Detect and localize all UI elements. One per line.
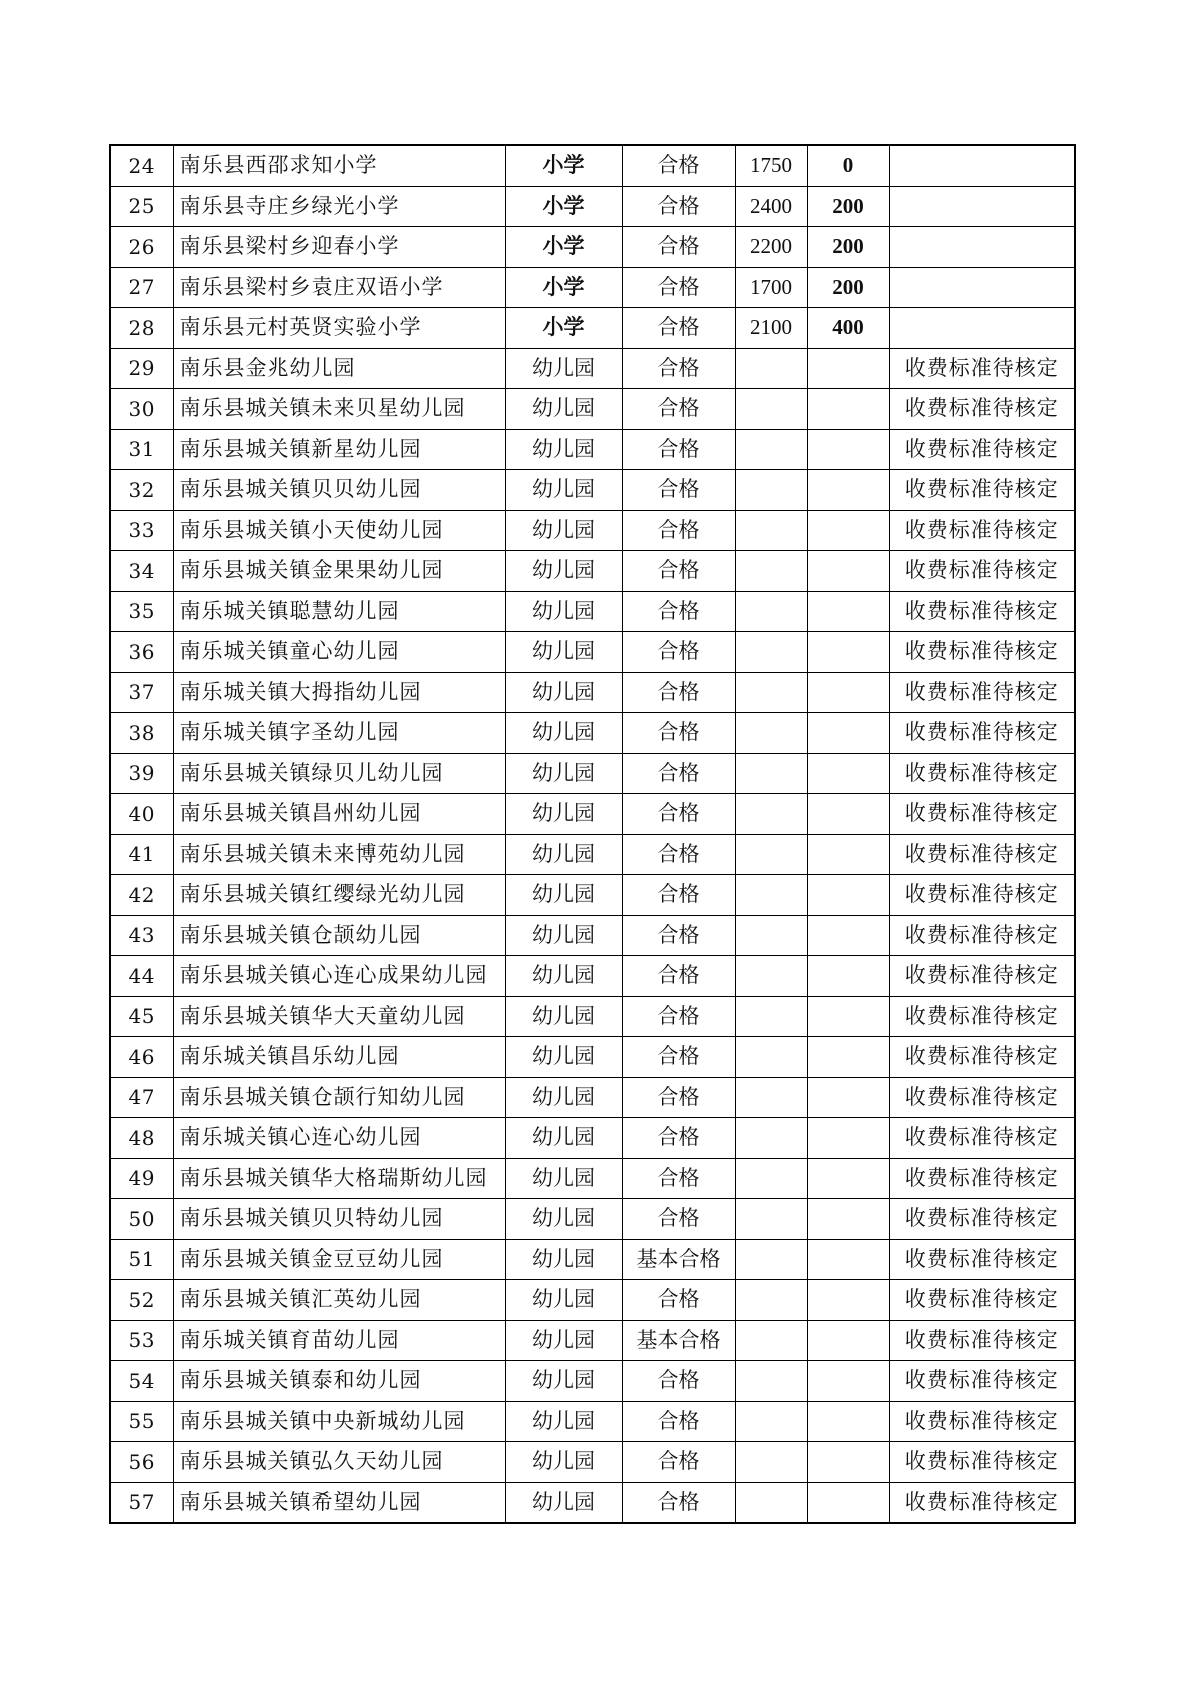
inspection-result-cell: 合格: [622, 956, 735, 997]
remark-cell: [889, 267, 1075, 308]
school-type-cell: 幼儿园: [505, 1037, 622, 1078]
school-type-cell: 幼儿园: [505, 389, 622, 430]
row-number-cell: 50: [110, 1199, 173, 1240]
remark-cell: [889, 186, 1075, 227]
fee-extra-cell: 200: [807, 227, 889, 268]
school-type-cell: 幼儿园: [505, 1401, 622, 1442]
remark-cell: 收费标准待核定: [889, 1320, 1075, 1361]
fee-amount-cell: 2200: [735, 227, 807, 268]
fee-amount-cell: [735, 591, 807, 632]
inspection-result-cell: 合格: [622, 145, 735, 186]
table-row: [110, 145, 1075, 186]
inspection-result-cell: 合格: [622, 996, 735, 1037]
inspection-result-cell: 合格: [622, 551, 735, 592]
table-row: [110, 672, 1075, 713]
remark-cell: 收费标准待核定: [889, 470, 1075, 511]
fee-amount-cell: [735, 956, 807, 997]
fee-extra-cell: [807, 1037, 889, 1078]
inspection-result-cell: 合格: [622, 1361, 735, 1402]
table-row: [110, 1239, 1075, 1280]
remark-cell: 收费标准待核定: [889, 1361, 1075, 1402]
remark-cell: 收费标准待核定: [889, 551, 1075, 592]
remark-cell: 收费标准待核定: [889, 915, 1075, 956]
row-number-cell: 53: [110, 1320, 173, 1361]
row-number-cell: 29: [110, 348, 173, 389]
remark-cell: 收费标准待核定: [889, 1442, 1075, 1483]
fee-extra-cell: [807, 996, 889, 1037]
row-number-cell: 24: [110, 145, 173, 186]
inspection-result-cell: 合格: [622, 389, 735, 430]
table-row: [110, 834, 1075, 875]
row-number-cell: 45: [110, 996, 173, 1037]
remark-cell: 收费标准待核定: [889, 834, 1075, 875]
table-row: [110, 470, 1075, 511]
row-number-cell: 27: [110, 267, 173, 308]
remark-cell: 收费标准待核定: [889, 1401, 1075, 1442]
fee-extra-cell: [807, 1280, 889, 1321]
remark-cell: 收费标准待核定: [889, 510, 1075, 551]
fee-amount-cell: [735, 713, 807, 754]
fee-extra-cell: [807, 672, 889, 713]
table-row: [110, 1077, 1075, 1118]
fee-extra-cell: [807, 794, 889, 835]
fee-amount-cell: [735, 996, 807, 1037]
table-row: [110, 1482, 1075, 1523]
school-name-cell: 南乐县城关镇金果果幼儿园: [173, 551, 505, 592]
school-type-cell: 幼儿园: [505, 510, 622, 551]
school-name-cell: 南乐城关镇童心幼儿园: [173, 632, 505, 673]
school-type-cell: 幼儿园: [505, 591, 622, 632]
fee-extra-cell: [807, 713, 889, 754]
table-row: [110, 1320, 1075, 1361]
row-number-cell: 31: [110, 429, 173, 470]
school-type-cell: 幼儿园: [505, 1239, 622, 1280]
school-name-cell: 南乐县城关镇贝贝特幼儿园: [173, 1199, 505, 1240]
remark-cell: 收费标准待核定: [889, 996, 1075, 1037]
inspection-result-cell: 合格: [622, 1442, 735, 1483]
fee-extra-cell: 200: [807, 186, 889, 227]
table-row: [110, 1158, 1075, 1199]
table-row: [110, 308, 1075, 349]
school-name-cell: 南乐县城关镇未来贝星幼儿园: [173, 389, 505, 430]
row-number-cell: 52: [110, 1280, 173, 1321]
table-row: [110, 591, 1075, 632]
school-name-cell: 南乐县城关镇华大天童幼儿园: [173, 996, 505, 1037]
inspection-result-cell: 合格: [622, 713, 735, 754]
inspection-result-cell: 合格: [622, 1037, 735, 1078]
inspection-result-cell: 合格: [622, 308, 735, 349]
inspection-result-cell: 合格: [622, 1280, 735, 1321]
remark-cell: 收费标准待核定: [889, 429, 1075, 470]
row-number-cell: 34: [110, 551, 173, 592]
school-name-cell: 南乐县城关镇小天使幼儿园: [173, 510, 505, 551]
fee-extra-cell: [807, 1199, 889, 1240]
school-inspection-table: [109, 144, 1076, 1524]
school-type-cell: 小学: [505, 267, 622, 308]
school-type-cell: 幼儿园: [505, 1482, 622, 1523]
fee-extra-cell: [807, 1320, 889, 1361]
fee-extra-cell: [807, 470, 889, 511]
inspection-result-cell: 合格: [622, 591, 735, 632]
remark-cell: 收费标准待核定: [889, 794, 1075, 835]
school-name-cell: 南乐县城关镇绿贝儿幼儿园: [173, 753, 505, 794]
school-name-cell: 南乐县城关镇红缨绿光幼儿园: [173, 875, 505, 916]
fee-extra-cell: [807, 1361, 889, 1402]
remark-cell: [889, 227, 1075, 268]
school-name-cell: 南乐县城关镇中央新城幼儿园: [173, 1401, 505, 1442]
school-name-cell: 南乐县城关镇新星幼儿园: [173, 429, 505, 470]
remark-cell: [889, 308, 1075, 349]
fee-extra-cell: [807, 429, 889, 470]
school-name-cell: 南乐县城关镇昌州幼儿园: [173, 794, 505, 835]
table-row: [110, 713, 1075, 754]
school-type-cell: 小学: [505, 145, 622, 186]
fee-amount-cell: 1750: [735, 145, 807, 186]
school-name-cell: 南乐县城关镇未来博苑幼儿园: [173, 834, 505, 875]
school-name-cell: 南乐城关镇聪慧幼儿园: [173, 591, 505, 632]
fee-extra-cell: [807, 348, 889, 389]
fee-extra-cell: 0: [807, 145, 889, 186]
fee-extra-cell: [807, 875, 889, 916]
table-row: [110, 794, 1075, 835]
school-type-cell: 幼儿园: [505, 551, 622, 592]
school-name-cell: 南乐县城关镇金豆豆幼儿园: [173, 1239, 505, 1280]
row-number-cell: 33: [110, 510, 173, 551]
table-row: [110, 1199, 1075, 1240]
fee-extra-cell: [807, 1482, 889, 1523]
school-type-cell: 幼儿园: [505, 429, 622, 470]
table-row: [110, 510, 1075, 551]
school-name-cell: 南乐县城关镇希望幼儿园: [173, 1482, 505, 1523]
fee-amount-cell: [735, 1199, 807, 1240]
row-number-cell: 32: [110, 470, 173, 511]
row-number-cell: 37: [110, 672, 173, 713]
school-name-cell: 南乐县元村英贤实验小学: [173, 308, 505, 349]
remark-cell: 收费标准待核定: [889, 1118, 1075, 1159]
school-type-cell: 幼儿园: [505, 672, 622, 713]
inspection-result-cell: 合格: [622, 470, 735, 511]
fee-amount-cell: [735, 1401, 807, 1442]
school-name-cell: 南乐城关镇昌乐幼儿园: [173, 1037, 505, 1078]
fee-amount-cell: [735, 1239, 807, 1280]
row-number-cell: 56: [110, 1442, 173, 1483]
school-type-cell: 幼儿园: [505, 1361, 622, 1402]
fee-amount-cell: [735, 470, 807, 511]
table-row: [110, 632, 1075, 673]
remark-cell: 收费标准待核定: [889, 672, 1075, 713]
fee-extra-cell: [807, 834, 889, 875]
school-name-cell: 南乐县梁村乡袁庄双语小学: [173, 267, 505, 308]
school-name-cell: 南乐城关镇大拇指幼儿园: [173, 672, 505, 713]
fee-amount-cell: [735, 632, 807, 673]
school-type-cell: 幼儿园: [505, 753, 622, 794]
school-type-cell: 幼儿园: [505, 1280, 622, 1321]
table-row: [110, 186, 1075, 227]
inspection-result-cell: 合格: [622, 1199, 735, 1240]
row-number-cell: 30: [110, 389, 173, 430]
table-row: [110, 915, 1075, 956]
fee-extra-cell: [807, 1239, 889, 1280]
remark-cell: 收费标准待核定: [889, 713, 1075, 754]
inspection-result-cell: 合格: [622, 753, 735, 794]
row-number-cell: 42: [110, 875, 173, 916]
row-number-cell: 54: [110, 1361, 173, 1402]
row-number-cell: 36: [110, 632, 173, 673]
school-type-cell: 幼儿园: [505, 915, 622, 956]
school-name-cell: 南乐城关镇育苗幼儿园: [173, 1320, 505, 1361]
school-name-cell: 南乐县梁村乡迎春小学: [173, 227, 505, 268]
inspection-result-cell: 合格: [622, 875, 735, 916]
school-type-cell: 幼儿园: [505, 794, 622, 835]
remark-cell: 收费标准待核定: [889, 1077, 1075, 1118]
inspection-result-cell: 合格: [622, 227, 735, 268]
table-row: [110, 389, 1075, 430]
row-number-cell: 51: [110, 1239, 173, 1280]
school-name-cell: 南乐城关镇心连心幼儿园: [173, 1118, 505, 1159]
table-row: [110, 1037, 1075, 1078]
fee-extra-cell: [807, 591, 889, 632]
fee-extra-cell: [807, 1077, 889, 1118]
fee-amount-cell: [735, 1482, 807, 1523]
table-row: [110, 956, 1075, 997]
fee-extra-cell: [807, 551, 889, 592]
inspection-result-cell: 基本合格: [622, 1239, 735, 1280]
inspection-result-cell: 合格: [622, 834, 735, 875]
fee-amount-cell: 1700: [735, 267, 807, 308]
fee-amount-cell: [735, 1037, 807, 1078]
fee-amount-cell: [735, 753, 807, 794]
inspection-result-cell: 基本合格: [622, 1320, 735, 1361]
school-type-cell: 幼儿园: [505, 470, 622, 511]
school-type-cell: 幼儿园: [505, 1077, 622, 1118]
school-name-cell: 南乐县城关镇仓颉行知幼儿园: [173, 1077, 505, 1118]
row-number-cell: 40: [110, 794, 173, 835]
remark-cell: 收费标准待核定: [889, 875, 1075, 916]
fee-extra-cell: [807, 956, 889, 997]
fee-extra-cell: [807, 510, 889, 551]
inspection-result-cell: 合格: [622, 672, 735, 713]
table-body: [110, 145, 1075, 1523]
inspection-result-cell: 合格: [622, 1077, 735, 1118]
inspection-result-cell: 合格: [622, 915, 735, 956]
remark-cell: 收费标准待核定: [889, 1239, 1075, 1280]
fee-amount-cell: [735, 834, 807, 875]
inspection-result-cell: 合格: [622, 1118, 735, 1159]
school-name-cell: 南乐县城关镇贝贝幼儿园: [173, 470, 505, 511]
fee-extra-cell: [807, 1118, 889, 1159]
school-type-cell: 小学: [505, 227, 622, 268]
remark-cell: 收费标准待核定: [889, 1037, 1075, 1078]
row-number-cell: 35: [110, 591, 173, 632]
school-name-cell: 南乐县金兆幼儿园: [173, 348, 505, 389]
fee-amount-cell: [735, 1361, 807, 1402]
fee-extra-cell: 200: [807, 267, 889, 308]
inspection-result-cell: 合格: [622, 794, 735, 835]
inspection-result-cell: 合格: [622, 510, 735, 551]
remark-cell: 收费标准待核定: [889, 1199, 1075, 1240]
row-number-cell: 44: [110, 956, 173, 997]
table-row: [110, 1401, 1075, 1442]
school-name-cell: 南乐县城关镇华大格瑞斯幼儿园: [173, 1158, 505, 1199]
fee-amount-cell: [735, 794, 807, 835]
row-number-cell: 55: [110, 1401, 173, 1442]
row-number-cell: 38: [110, 713, 173, 754]
fee-amount-cell: [735, 510, 807, 551]
fee-amount-cell: 2400: [735, 186, 807, 227]
fee-extra-cell: 400: [807, 308, 889, 349]
inspection-result-cell: 合格: [622, 632, 735, 673]
school-type-cell: 幼儿园: [505, 956, 622, 997]
school-type-cell: 幼儿园: [505, 996, 622, 1037]
remark-cell: 收费标准待核定: [889, 591, 1075, 632]
table-row: [110, 227, 1075, 268]
school-name-cell: 南乐县城关镇泰和幼儿园: [173, 1361, 505, 1402]
table-row: [110, 348, 1075, 389]
school-name-cell: 南乐县城关镇弘久天幼儿园: [173, 1442, 505, 1483]
remark-cell: [889, 145, 1075, 186]
remark-cell: 收费标准待核定: [889, 1482, 1075, 1523]
fee-extra-cell: [807, 1158, 889, 1199]
row-number-cell: 41: [110, 834, 173, 875]
inspection-result-cell: 合格: [622, 1482, 735, 1523]
school-type-cell: 幼儿园: [505, 1118, 622, 1159]
fee-amount-cell: [735, 1077, 807, 1118]
fee-amount-cell: [735, 672, 807, 713]
inspection-result-cell: 合格: [622, 1401, 735, 1442]
remark-cell: 收费标准待核定: [889, 753, 1075, 794]
fee-amount-cell: [735, 348, 807, 389]
table-row: [110, 267, 1075, 308]
row-number-cell: 57: [110, 1482, 173, 1523]
inspection-result-cell: 合格: [622, 348, 735, 389]
fee-amount-cell: [735, 1280, 807, 1321]
row-number-cell: 48: [110, 1118, 173, 1159]
fee-extra-cell: [807, 1401, 889, 1442]
school-type-cell: 小学: [505, 308, 622, 349]
table-row: [110, 551, 1075, 592]
inspection-result-cell: 合格: [622, 267, 735, 308]
table-row: [110, 1280, 1075, 1321]
fee-extra-cell: [807, 1442, 889, 1483]
fee-extra-cell: [807, 632, 889, 673]
table-row: [110, 1442, 1075, 1483]
remark-cell: 收费标准待核定: [889, 389, 1075, 430]
school-name-cell: 南乐城关镇字圣幼儿园: [173, 713, 505, 754]
inspection-result-cell: 合格: [622, 1158, 735, 1199]
table-row: [110, 1118, 1075, 1159]
row-number-cell: 28: [110, 308, 173, 349]
row-number-cell: 49: [110, 1158, 173, 1199]
school-type-cell: 幼儿园: [505, 632, 622, 673]
fee-amount-cell: [735, 1320, 807, 1361]
inspection-result-cell: 合格: [622, 186, 735, 227]
school-type-cell: 幼儿园: [505, 834, 622, 875]
fee-amount-cell: [735, 389, 807, 430]
fee-amount-cell: [735, 429, 807, 470]
inspection-result-cell: 合格: [622, 429, 735, 470]
table-row: [110, 1361, 1075, 1402]
remark-cell: 收费标准待核定: [889, 632, 1075, 673]
school-type-cell: 幼儿园: [505, 1442, 622, 1483]
fee-amount-cell: [735, 1158, 807, 1199]
school-name-cell: 南乐县城关镇仓颉幼儿园: [173, 915, 505, 956]
school-type-cell: 幼儿园: [505, 713, 622, 754]
school-name-cell: 南乐县寺庄乡绿光小学: [173, 186, 505, 227]
table-row: [110, 753, 1075, 794]
remark-cell: 收费标准待核定: [889, 348, 1075, 389]
row-number-cell: 46: [110, 1037, 173, 1078]
fee-amount-cell: [735, 551, 807, 592]
row-number-cell: 43: [110, 915, 173, 956]
row-number-cell: 25: [110, 186, 173, 227]
school-name-cell: 南乐县城关镇心连心成果幼儿园: [173, 956, 505, 997]
fee-amount-cell: 2100: [735, 308, 807, 349]
fee-amount-cell: [735, 875, 807, 916]
row-number-cell: 39: [110, 753, 173, 794]
school-type-cell: 幼儿园: [505, 1158, 622, 1199]
school-type-cell: 幼儿园: [505, 1199, 622, 1240]
table-row: [110, 996, 1075, 1037]
fee-extra-cell: [807, 389, 889, 430]
fee-amount-cell: [735, 915, 807, 956]
school-name-cell: 南乐县西邵求知小学: [173, 145, 505, 186]
fee-amount-cell: [735, 1442, 807, 1483]
remark-cell: 收费标准待核定: [889, 1280, 1075, 1321]
fee-extra-cell: [807, 915, 889, 956]
row-number-cell: 47: [110, 1077, 173, 1118]
row-number-cell: 26: [110, 227, 173, 268]
table-row: [110, 875, 1075, 916]
remark-cell: 收费标准待核定: [889, 956, 1075, 997]
fee-extra-cell: [807, 753, 889, 794]
table-row: [110, 429, 1075, 470]
school-name-cell: 南乐县城关镇汇英幼儿园: [173, 1280, 505, 1321]
school-type-cell: 小学: [505, 186, 622, 227]
school-type-cell: 幼儿园: [505, 1320, 622, 1361]
fee-amount-cell: [735, 1118, 807, 1159]
remark-cell: 收费标准待核定: [889, 1158, 1075, 1199]
school-type-cell: 幼儿园: [505, 875, 622, 916]
school-type-cell: 幼儿园: [505, 348, 622, 389]
